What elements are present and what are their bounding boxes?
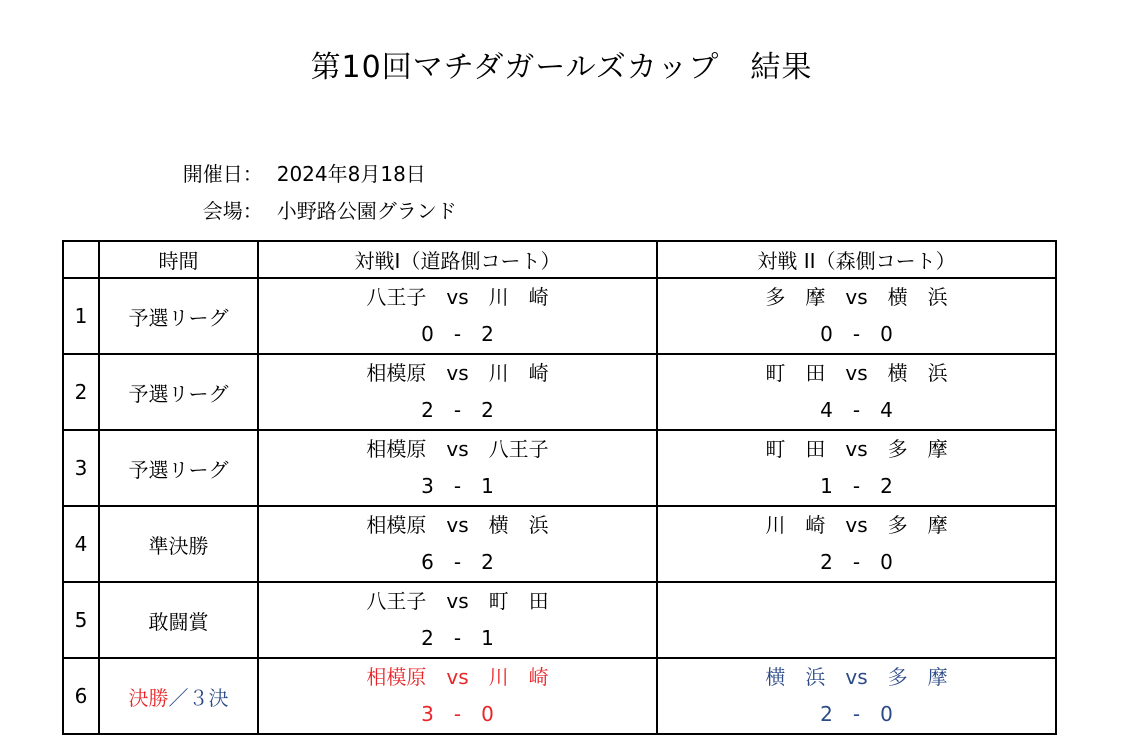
court2-score: 4 - 4	[820, 398, 893, 422]
court1-result	[258, 658, 657, 734]
court1-score: 2 - 2	[421, 398, 494, 422]
table-row	[63, 278, 1056, 354]
row-number: 5	[63, 582, 99, 658]
row-number: 3	[63, 430, 99, 506]
header-court2: 対戦 II（森側コート）	[657, 241, 1056, 278]
court1-score: 6 - 2	[421, 550, 494, 574]
stage-final: 決勝	[128, 685, 169, 710]
court1-score: 0 - 2	[421, 322, 494, 346]
header-time: 時間	[99, 241, 258, 278]
court1-result	[258, 354, 657, 430]
table-row	[63, 658, 1056, 734]
court1-result	[258, 506, 657, 582]
court2-result	[657, 658, 1056, 734]
court2-match: 川 崎 vs 多 摩	[765, 513, 948, 537]
court1-score: 3 - 1	[421, 474, 494, 498]
court2-match: 横 浜 vs 多 摩	[765, 665, 948, 689]
row-number: 6	[63, 658, 99, 734]
event-date-value: 2024年8月18日	[276, 162, 426, 186]
row-stage: 敢闘賞	[99, 582, 258, 658]
court1-result	[258, 430, 657, 506]
court1-match: 相模原 vs 横 浜	[366, 513, 549, 537]
court2-result	[657, 430, 1056, 506]
row-stage: 準決勝	[99, 506, 258, 582]
table-row	[63, 582, 1056, 658]
event-venue-label: 会場：	[202, 199, 263, 223]
event-venue	[150, 171, 457, 224]
court1-match: 相模原 vs 八王子	[366, 437, 549, 461]
court2-score: 1 - 2	[820, 474, 893, 498]
event-date-label: 開催日：	[182, 162, 263, 186]
row-stage: 予選リーグ	[99, 430, 258, 506]
row-number: 1	[63, 278, 99, 354]
table-header-row	[63, 241, 1056, 278]
court1-result	[258, 582, 657, 658]
stage-third-place: ／３決	[168, 685, 229, 710]
row-stage: 予選リーグ	[99, 278, 258, 354]
court1-score: 2 - 1	[421, 626, 494, 650]
header-court1: 対戦I（道路側コート）	[258, 241, 657, 278]
table-row	[63, 354, 1056, 430]
header-no	[63, 241, 99, 278]
court1-match: 八王子 vs 川 崎	[366, 285, 549, 309]
row-number: 4	[63, 506, 99, 582]
court1-match: 相模原 vs 川 崎	[366, 665, 549, 689]
court2-match: 町 田 vs 横 浜	[765, 361, 948, 385]
table-row	[63, 430, 1056, 506]
court2-result	[657, 354, 1056, 430]
court2-match: 多 摩 vs 横 浜	[765, 285, 948, 309]
court2-score: 0 - 0	[820, 322, 893, 346]
court2-result	[657, 278, 1056, 354]
page-title: 第10回マチダガールズカップ 結果	[310, 50, 813, 85]
court2-score: 2 - 0	[820, 550, 893, 574]
row-stage: 予選リーグ	[99, 354, 258, 430]
table-row	[63, 506, 1056, 582]
event-venue-value: 小野路公園グランド	[276, 199, 457, 223]
court1-match: 相模原 vs 川 崎	[366, 361, 549, 385]
court1-score: 3 - 0	[421, 702, 494, 726]
row-stage	[99, 658, 258, 734]
court1-result	[258, 278, 657, 354]
row-number: 2	[63, 354, 99, 430]
court2-score: 2 - 0	[820, 702, 893, 726]
court1-match: 八王子 vs 町 田	[366, 589, 549, 613]
court2-match: 町 田 vs 多 摩	[765, 437, 948, 461]
court2-result-empty	[657, 582, 1056, 658]
court2-result	[657, 506, 1056, 582]
results-table	[62, 240, 1057, 735]
